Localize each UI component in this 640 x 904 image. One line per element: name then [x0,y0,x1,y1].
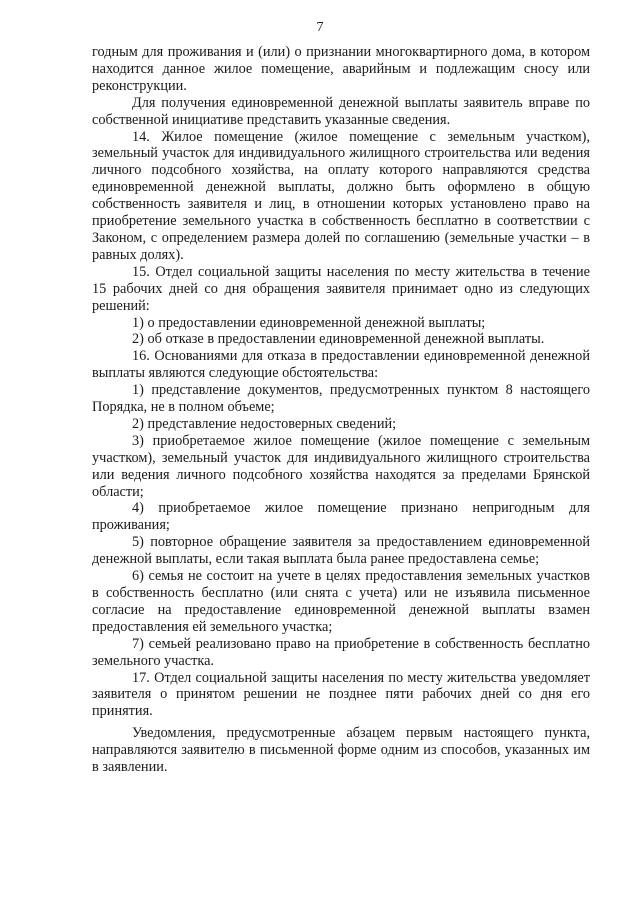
list-item: 1) о предоставлении единовременной денежной выплаты; [132,314,486,331]
paragraph: годным для проживания и (или) о признании многоквартирного дома, в котором находится данное жилое помещение, аварийным и подлежащим сносу или реконструкции. [92,44,590,94]
list-item: 1) представление документов, предусмотренных пунктом 8 настоящего Порядка, не в полном объеме; [92,382,590,416]
list-item: 2) об отказе в предоставлении единовременной денежной выплаты. [132,331,545,348]
paragraph: 16. Основаниями для отказа в предоставлении единовременной денежной выплаты являются следующие обстоятельства: [92,348,590,382]
paragraph: 14. Жилое помещение (жилое помещение с земельным участком), земельный участок для индивидуального жилищного строительства или ведения личного подсобного хозяйства, на оплату которого направляются средства единовременной денежной выплаты, должно быть оформлено в общую собственность заявителя и лиц, в отношении которых установлено право на приобретение земельного участка в собственность бесплатно в соответствии с Законом, с определением размера долей по соглашению (земельные участки – в равных долях). [92,128,590,263]
list-item: 2) представление недостоверных сведений; [132,415,397,432]
list-item: 5) повторное обращение заявителя за предоставлением единовременной денежной выплаты, если такая выплата была ранее предоставлена семье; [92,534,590,568]
paragraph: Для получения единовременной денежной выплаты заявитель вправе по собственной инициативе представить указанные сведения. [92,94,590,128]
paragraph: 17. Отдел социальной защиты населения по месту жительства уведомляет заявителя о принятом решении не позднее пяти рабочих дней со дня его принятия. [92,669,590,720]
paragraph: 15. Отдел социальной защиты населения по месту жительства в течение 15 рабочих дней со дня обращения заявителя принимает одно из следующих решений: [92,263,590,314]
list-item: 4) приобретаемое жилое помещение признано непригодным для проживания; [92,500,590,534]
list-item: 7) семьей реализовано право на приобретение в собственность бесплатно земельного участка. [92,635,590,669]
list-item: 6) семья не состоит на учете в целях предоставления земельных участков в собственность бесплатно (или снята с учета) или не изъявила письменное согласие на предоставление единовременной денежной выплаты взамен предоставления ей земельного участка; [92,568,590,635]
document-body [92,44,590,776]
paragraph: Уведомления, предусмотренные абзацем первым настоящего пункта, направляются заявителю в письменной форме одним из способов, указанных им в заявлении. [92,725,590,776]
list-item: 3) приобретаемое жилое помещение (жилое помещение с земельным участком), земельный участок для индивидуального жилищного строительства или ведения личного подсобного хозяйства находятся за пределами Брянской области; [92,432,590,500]
page-number: 7 [316,20,324,35]
